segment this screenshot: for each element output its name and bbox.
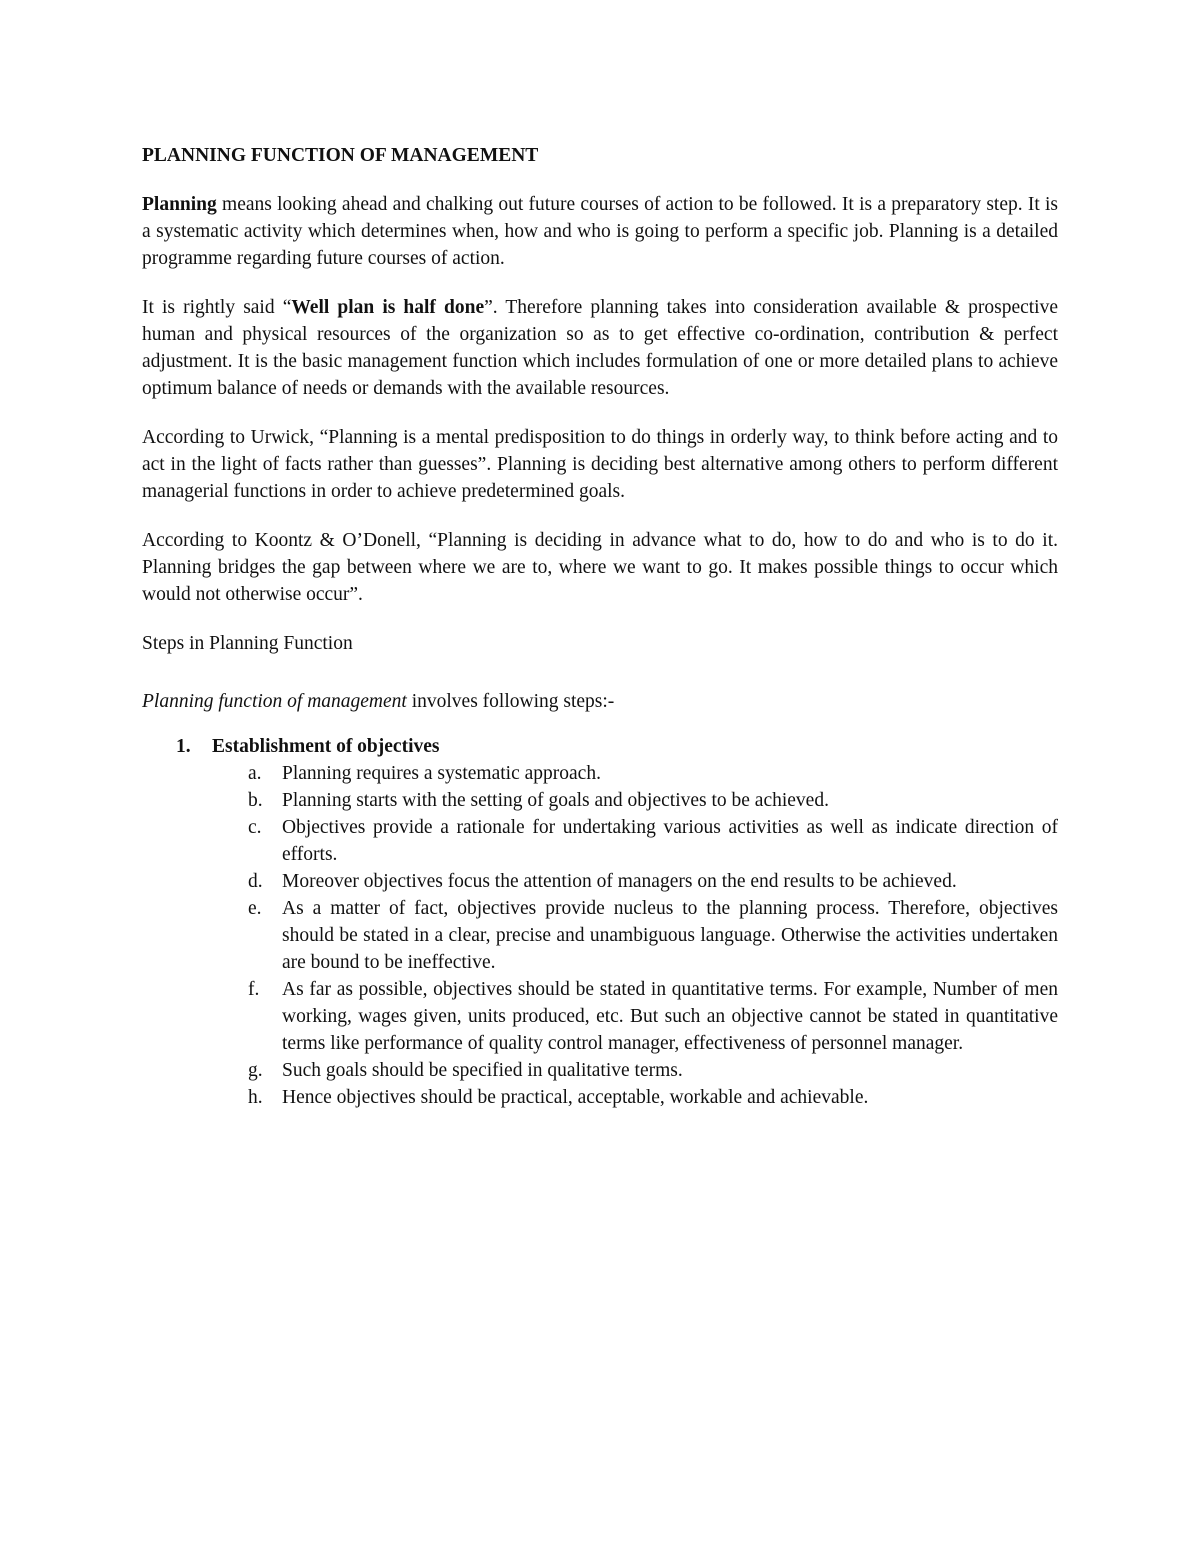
well-plan-pre: It is rightly said “	[142, 297, 292, 318]
planning-definition-text: means looking ahead and chalking out future courses of action to be followed. It is a preparatory step. It is a systematic activity which determines when, how and who is going to perform a specific job. Planning is a detailed programme regarding future courses of action.	[142, 194, 1058, 269]
sub-item	[142, 1084, 1058, 1111]
sub-item	[142, 1057, 1058, 1084]
step-item	[142, 733, 1058, 1111]
sub-item-letter: c.	[248, 817, 262, 838]
sub-item-letter: g.	[248, 1060, 263, 1081]
steps-intro-italic: Planning function of management	[142, 691, 407, 712]
sub-item-letter: a.	[248, 763, 262, 784]
steps-intro-text: involves following steps:-	[406, 691, 615, 712]
sub-item-text: Objectives provide a rationale for undertaking various activities as well as indicate direction of efforts.	[282, 817, 1058, 865]
sub-item	[142, 760, 1058, 787]
sub-item	[142, 814, 1058, 868]
sub-item-text: Such goals should be specified in qualitative terms.	[282, 1060, 683, 1081]
sub-item-text: Planning starts with the setting of goals and objectives to be achieved.	[282, 790, 829, 811]
steps-list	[142, 733, 1058, 1111]
document-page	[142, 142, 1058, 1111]
well-plan-post: ”. Therefore planning takes into consideration available & prospective human and physical resources of the organization so as to get effective co-ordination, contribution & perfect adjustment. It is the basic management function which includes formulation of one or more detailed plans to achieve optimum balance of needs or demands with the available resources.	[142, 297, 1058, 399]
paragraph-koontz: According to Koontz & O’Donell, “Planning is deciding in advance what to do, how to do and who is to do it. Planning bridges the gap between where we are to, where we want to go. It makes possible things to occur which would not otherwise occur”.	[142, 530, 1058, 605]
sub-item-letter: d.	[248, 871, 263, 892]
step-sublist	[212, 760, 1058, 1111]
sub-item-text: Hence objectives should be practical, acceptable, workable and achievable.	[282, 1087, 869, 1108]
sub-item-text: Moreover objectives focus the attention of managers on the end results to be achieved.	[282, 871, 957, 892]
step-number: 1.	[176, 736, 191, 757]
sub-item-text: As far as possible, objectives should be stated in quantitative terms. For example, Number of men working, wages given, units produced, etc. But such an objective cannot be stated in quantitative terms like performance of quality control manager, effectiveness of personnel manager.	[282, 979, 1058, 1054]
sub-item-letter: f.	[248, 979, 260, 1000]
sub-item-letter: b.	[248, 790, 263, 811]
sub-item-letter: h.	[248, 1087, 263, 1108]
paragraph-well-plan	[142, 294, 1058, 402]
sub-item	[142, 868, 1058, 895]
well-plan-bold: Well plan is half done	[291, 297, 485, 318]
sub-item	[142, 787, 1058, 814]
sub-item	[142, 895, 1058, 976]
planning-bold-lead: Planning	[142, 194, 217, 215]
document-title: PLANNING FUNCTION OF MANAGEMENT	[142, 145, 539, 166]
sub-item-letter: e.	[248, 898, 262, 919]
sub-item-text: As a matter of fact, objectives provide nucleus to the planning process. Therefore, objectives should be stated in a clear, precise and unambiguous language. Otherwise the activities undertaken are bound to be ineffective.	[282, 898, 1058, 973]
paragraph-planning-definition	[142, 191, 1058, 272]
paragraph-urwick: According to Urwick, “Planning is a mental predisposition to do things in orderly way, to think before acting and to act in the light of facts rather than guesses”. Planning is deciding best alternative among others to perform different managerial functions in order to achieve predetermined goals.	[142, 427, 1058, 502]
steps-heading: Steps in Planning Function	[142, 633, 353, 654]
sub-item-text: Planning requires a systematic approach.	[282, 763, 601, 784]
steps-intro	[142, 688, 1058, 715]
step-title: Establishment of objectives	[212, 736, 440, 757]
sub-item	[142, 976, 1058, 1057]
